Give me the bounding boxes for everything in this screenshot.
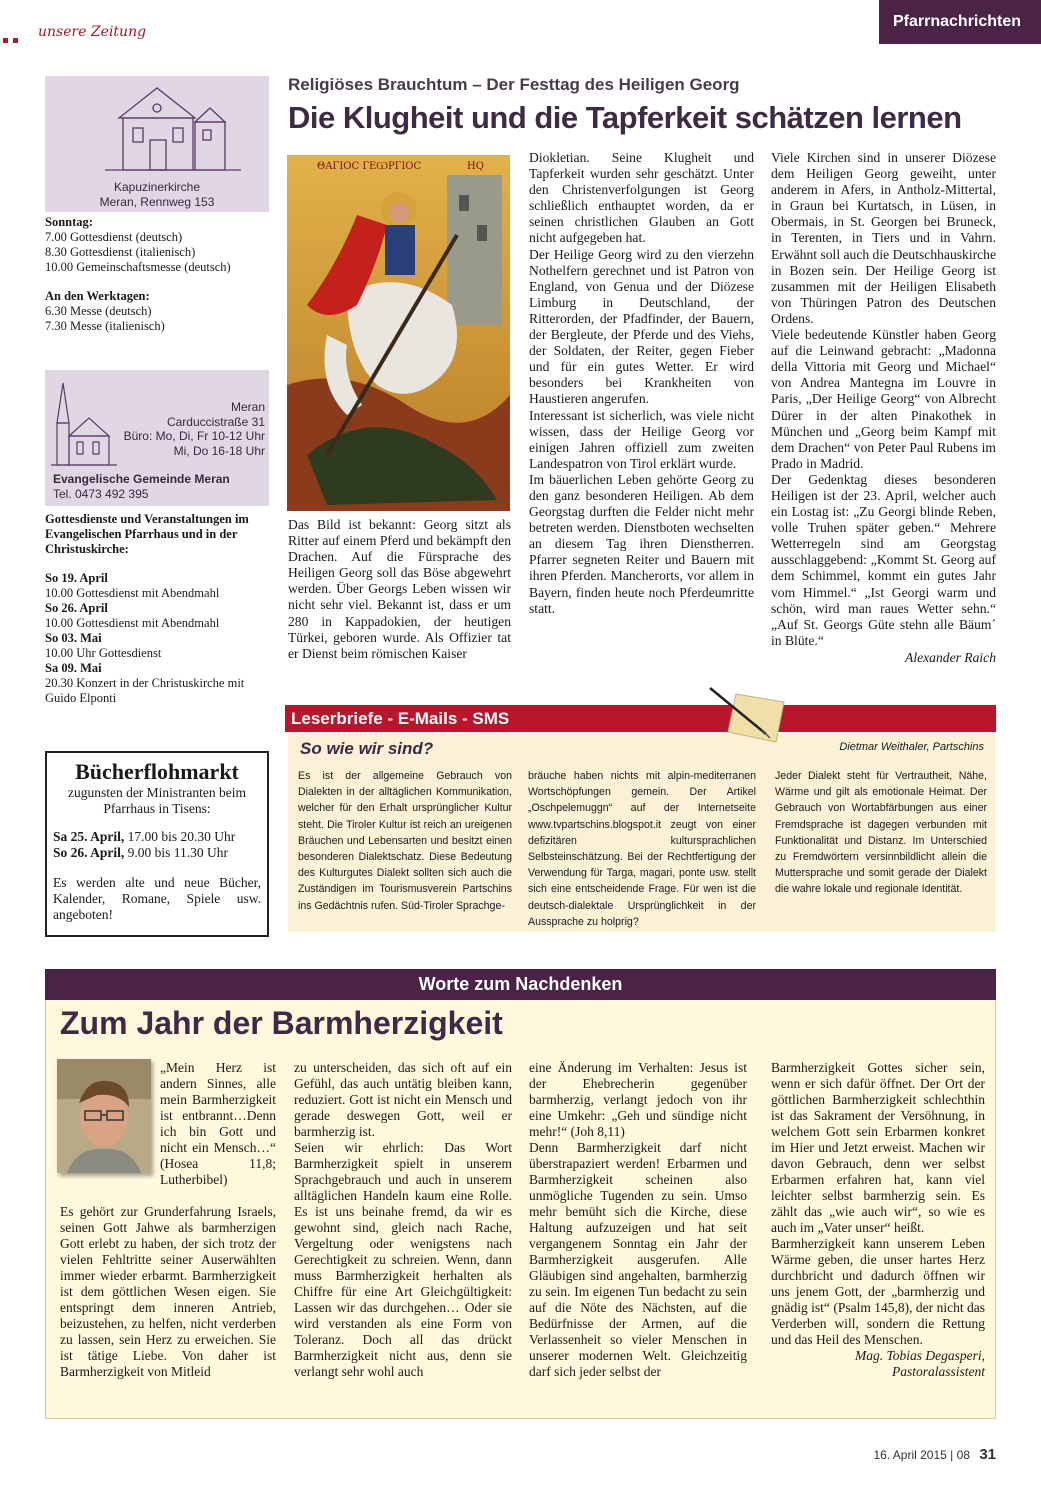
event-date: So 26. April: [45, 601, 108, 615]
sunday-item: 7.00 Gottesdienst (deutsch): [45, 230, 183, 244]
letter-col-1: Es ist der allgemeine Gebrauch von Dialekten in der alltäglichen Kommunikation, welcher für den Erhalt ursprünglicher Kultur steht. Die Tiroler Kultur ist reich an ureigenen Bräuchen und Lebensarten und besitzt einen besonderen Dialektschatz. Diese Bedeutung des Kulturgutes Dialekt sollten sich auch die Zuständigen im Tourismusverein Partschins ins Gedächtnis rufen. Süd-Tiroler Sprachge-: [298, 770, 512, 912]
words-author-role: Pastoralassistent: [891, 1364, 985, 1379]
evangelisch-address: [124, 400, 265, 458]
weekday-label: An den Werktagen:: [45, 289, 150, 303]
words-col-1: Es gehört zur Grunderfahrung Israels, seinen Gott Jahwe als barmherzigen Gott erlebt zu haben, der sich trotz der vielen Fehltritte seiner Auserwählten immer wieder erbarmt. Barmherzigkeit ist dem göttlichen Wesen eigen. Sie entspringt dem inneren Antrieb, beizustehen, zu helfen, nicht verderben zu lassen, sein Herz zu erweichen. Sie ist tätige Liebe. Von daher ist Barmherzigkeit von Mitleid: [60, 1204, 276, 1379]
letters-bar: Leserbriefe - E-Mails - SMS: [285, 705, 996, 732]
evangelisch-city: Meran: [230, 400, 265, 414]
portrait-person-icon: [57, 1059, 151, 1173]
author-portrait: [57, 1059, 151, 1173]
evangelisch-street: Carduccistraße 31: [166, 414, 265, 429]
flea-title: Bücherflohmarkt: [75, 759, 239, 784]
letter-author: Dietmar Weithaler, Partschins: [839, 741, 984, 753]
svg-text:HQ: HQ: [467, 161, 484, 172]
svg-text:ΘΑΓΙΟС ГЕѠРГІОС: ΘΑΓΙΟС ГЕѠРГІОС: [317, 161, 422, 172]
article-headline: Die Klugheit und die Tapferkeit schätzen lernen: [288, 100, 962, 135]
event-text: 10.00 Uhr Gottesdienst: [45, 646, 162, 660]
evangelisch-phone: Tel. 0473 492 395: [53, 487, 149, 501]
quill-paper-icon: [706, 684, 786, 744]
words-col-3: eine Änderung im Verhalten: Jesus ist der Ehebrecherin gegenüber barmherzig, verlangt jedoch von ihr eine Umkehr: „Geh und sündige nicht mehr!“ (Joh 8,11) Denn Barmherzigkeit darf nicht überstrapaziert werden! Erbarmen und Barmherzigkeit scheinen also unmögliche Tugenden zu sein. Umso mehr bemüht sich die Kirche, diese Haltung aufzuzeigen und hat seit vergangenem Sonntag ein Jahr der Barmherzigkeit ausgerufen. Alle Gläubigen sind angehalten, barmherzig zu sein. Im eigenen Tun bedacht zu sein auf die Nöte des Nächsten, auf die Bedürfnisse der Armen, auf die Verlassenheit so vieler Menschen in unserer modernen Welt. Gleichzeitig darf sich jeder selbst der: [529, 1060, 747, 1379]
weekday-item: 6.30 Messe (deutsch): [45, 304, 152, 318]
flea-text: Es werden alte und neue Bücher, Kalender, Romane, Spiele usw. angeboten!: [53, 875, 261, 922]
sunday-label: Sonntag:: [45, 215, 93, 229]
event-text: 10.00 Gottesdienst mit Abendmahl: [45, 586, 220, 600]
letter-col-3: Jeder Dialekt steht für Vertrautheit, Nähe, Wärme und gilt als emotionale Heimat. Der Gebrauch von Wortabfärbungen aus einer Fremdsprache ist dagegen verbunden mit Funktionalität und Distanz. Im Unterschied zu Fremdwörtern versinnbildlicht allein die Muttersprache und somit gerade der Dialekt die wahre lokale und regionale Identität.: [775, 770, 987, 896]
words-quote: „Mein Herz ist andern Sinnes, alle mein Barmherzigkeit ist entbrannt…Denn ich bin Gott und nicht ein Mensch…“ (Hosea 11,8; Lutherbibel): [160, 1060, 276, 1187]
words-col-2: zu unterscheiden, das sich oft auf ein Gefühl, das auch untätig bleiben kann, reduziert. Gott ist nicht ein Mensch und gerade deswegen Gott, weil er barmherzig ist. Seien wir ehrlich: Das Wort Barmherzigkeit spielt in unserem Sprachgebrauch und auch in unserem alltäglichen Handeln kaum eine Rolle. Es ist uns beinahe fremd, da wir es gewohnt sind, gleich nach Rache, Vergeltung oder wenigstens nach Gerechtigkeit zu schreien. Wenn, dann muss Barmherzigkeit herhalten als Chiffre für eine Art Gleichgültigkeit: Lassen wir das durchgehen… Oder sie wird verstanden als eine Form von Toleranz. Doch all das drückt Barmherzigkeit nicht aus, denn sie verlangt sehr wohl auch: [294, 1060, 512, 1379]
sunday-item: 8.30 Gottesdienst (italienisch): [45, 245, 196, 259]
event-date: Sa 09. Mai: [45, 661, 102, 675]
article-col-1: Das Bild ist bekannt: Georg sitzt als Ritter auf einem Pferd und bekämpft den Drachen. Auf die Fürsprache des Heiligen Georg soll das Böse abgewehrt werden. Über Georgs Leben wissen wir nicht sehr viel. Bekannt ist, dass er um 280 in Kappadokien, der heutigen Türkei, geboren wurde. Als Offizier tat er Dienst beim römischen Kaiser: [288, 517, 511, 661]
flea-date-1: Sa 25. April, 17.00 bis 20.30 Uhr: [53, 829, 236, 844]
letter-title: So wie wir sind?: [300, 739, 434, 758]
page-number: 31: [979, 1446, 996, 1463]
section-tab: Pfarrnachrichten: [879, 0, 1041, 44]
events-intro: Gottesdienste und Veranstaltungen im Evangelischen Pfarrhaus und in der Christuskirche:: [45, 512, 249, 556]
event-date: So 03. Mai: [45, 631, 102, 645]
kapuziner-name: Kapuzinerkirche: [113, 180, 201, 194]
words-bar: Worte zum Nachdenken: [45, 969, 996, 1000]
kapuziner-address: Meran, Rennweg 153: [99, 195, 215, 209]
words-title: Zum Jahr der Barmherzigkeit: [60, 1005, 503, 1041]
evangelisch-events: [45, 512, 271, 706]
words-col-4: Barmherzigkeit Gottes sicher sein, wenn er sich dafür öffnet. Der Ort der göttlichen Barmherzigkeit schlechthin ist das Sakrament der Versöhnung, in welchem Gott sein Erbarmen konkret im Hier und Jetzt erweist. Machen wir davon Gebrauch, denn wer selbst Erbarmen erfahren hat, kann viel leichter selbst barmherzig sein. Es zählt das „wie auch wir“, so wie es auch im „Vater unser“ heißt. Barmherzigkeit kann unserem Leben Wärme geben, die unser hartes Herz durchbricht und dadurch öffnen wir uns jenem Gott, der „barmherzig und gnädig ist“ (Psalm 145,8), der nicht das Verderben will, sondern die Rettung und das Heil des Menschen. Mag. Tobias Degasperi, Pastoralassistent: [771, 1060, 985, 1379]
church-drawing-icon: [45, 78, 269, 178]
words-author: Mag. Tobias Degasperi,: [854, 1348, 985, 1363]
sunday-item: 10.00 Gemeinschaftsmesse (deutsch): [45, 260, 231, 274]
weekday-item: 7.30 Messe (italienisch): [45, 319, 165, 333]
article-author: Alexander Raich: [905, 649, 996, 665]
page-footer: [840, 1446, 996, 1463]
evangelisch-box: [45, 370, 269, 506]
letter-col-2: bräuche haben nichts mit alpin-mediterranen Wortschöpfungen gemein. Der Artikel „Oschpelemuggn“ auf der Internetseite www.tvpartschins.blogspot.it zeugt von einer defizitären kultursprachlichen Selbsteinschätzung. Bei der Rechtfertigung der Verwendung für Targa, magari, ponte usw. stellt sich eine entscheidende Frage. Für wen ist die deutsch-dialektale Ursprünglichkeit in der Aussprache zu holprig?: [528, 770, 756, 928]
gothic-church-icon: [49, 378, 119, 478]
saint-george-dragon-icon: [287, 155, 510, 511]
saint-george-icon-image: [287, 155, 510, 511]
evangelisch-name: Evangelische Gemeinde Meran: [53, 472, 230, 486]
kapuziner-schedule: [45, 215, 271, 334]
event-date: So 19. April: [45, 571, 108, 585]
article-col-3: Viele Kirchen sind in unserer Diözese dem Heiligen Georg geweiht, unter anderem in Afers, in Antholz-Mittertal, in Graun bei Kurtatsch, in Lüsen, in Obermais, in St. Georgen bei Bruneck, in Terenten, in Tiers und in Vahrn. Erwähnt soll auch die Deutschhauskirche in Bozen sein. Der Heilige Georg ist zusammen mit der Heiligen Elisabeth von Thüringen Patron des Deutschen Ordens. Viele bedeutende Künstler haben Georg auf die Leinwand gebracht: „Madonna della Vittoria mit Georg und Michael“ von Andrea Mantegna im Louvre in Paris, „Der Heilige Georg“ von Albrecht Dürer in der alten Pinakothek in München und „Georg beim Kampf mit dem Drachen“ von Peter Paul Rubens im Prado in Madrid. Der Gedenktag dieses besonderen Heiligen ist der 23. April, welcher auch ein Lostag ist: „Zu Georgi blinde Reben, volle Truhen später geben.“ Mehrere Wetterregeln sind am Georgstag ausschlaggebend: „Kommt St. Georg auf dem Schimmel, kommt ein gutes Jahr vom Himmel.“ „Ist Georgi warm und schön, wird man raues Wetter sehn.“ „Auf St. Georgs Güte stehn alle Bäum´ in Blüte.“ Alexander Raich: [771, 150, 996, 665]
flea-subtitle: zugunsten der Ministranten beim Pfarrhaus in Tisens:: [67, 785, 247, 816]
flea-market-box: [45, 751, 269, 937]
article-kicker: Religiöses Brauchtum – Der Festtag des Heiligen Georg: [288, 75, 740, 94]
kapuziner-box: [45, 76, 269, 212]
article-col-2: Diokletian. Seine Klugheit und Tapferkeit wurden sehr geschätzt. Unter den Christenverfolgungen ist Georg schließlich enthauptet worden, da er seinen christlichen Glauben an Gott nicht aufgegeben hat. Der Heilige Georg wird zu den vierzehn Nothelfern gerechnet und ist Patron von England, von Genua und der Diözese Limburg in Deutschland, der Ritterorden, der Pfadfinder, der Bauern, der Bergleute, der Pferde und des Viehs, der Soldaten, der Reiter, gegen Fieber und für ein gutes Wetter. Er wird besonders bei Krankheiten von Haustieren angerufen. Interessant ist sicherlich, was viele nicht wissen, dass der Heilige Georg vor einigen Jahren offiziell zum zweiten Landespatron von Tirol erklärt wurde. Im bäuerlichen Leben gehörte Georg zu den ganz besonderen Heiligen. Ab dem Georgstag durften die Felder nicht mehr betreten werden. Dienstboten wechselten an diesem Tag ihren Dienstherren. Pfarrer segneten Reiter und Bauern mit ihren Pferden. Mancherorts, vor allem in Bayern, finden heute noch Pferdeumritte statt.: [529, 150, 754, 616]
event-text: 10.00 Gottesdienst mit Abendmahl: [45, 616, 220, 630]
evangelisch-office-hours: Büro: Mo, Di, Fr 10-12 Uhr: [123, 429, 265, 443]
evangelisch-office-hours-2: Mi, Do 16-18 Uhr: [173, 443, 265, 458]
flea-date-2: So 26. April, 9.00 bis 11.30 Uhr: [53, 845, 229, 860]
header-marks: [3, 30, 23, 48]
newspaper-logo: unsere Zeitung: [38, 24, 147, 40]
event-text: 20.30 Konzert in der Christuskirche mit Guido Elponti: [45, 676, 245, 705]
issue-date: 16. April 2015 | 08: [873, 1448, 970, 1462]
